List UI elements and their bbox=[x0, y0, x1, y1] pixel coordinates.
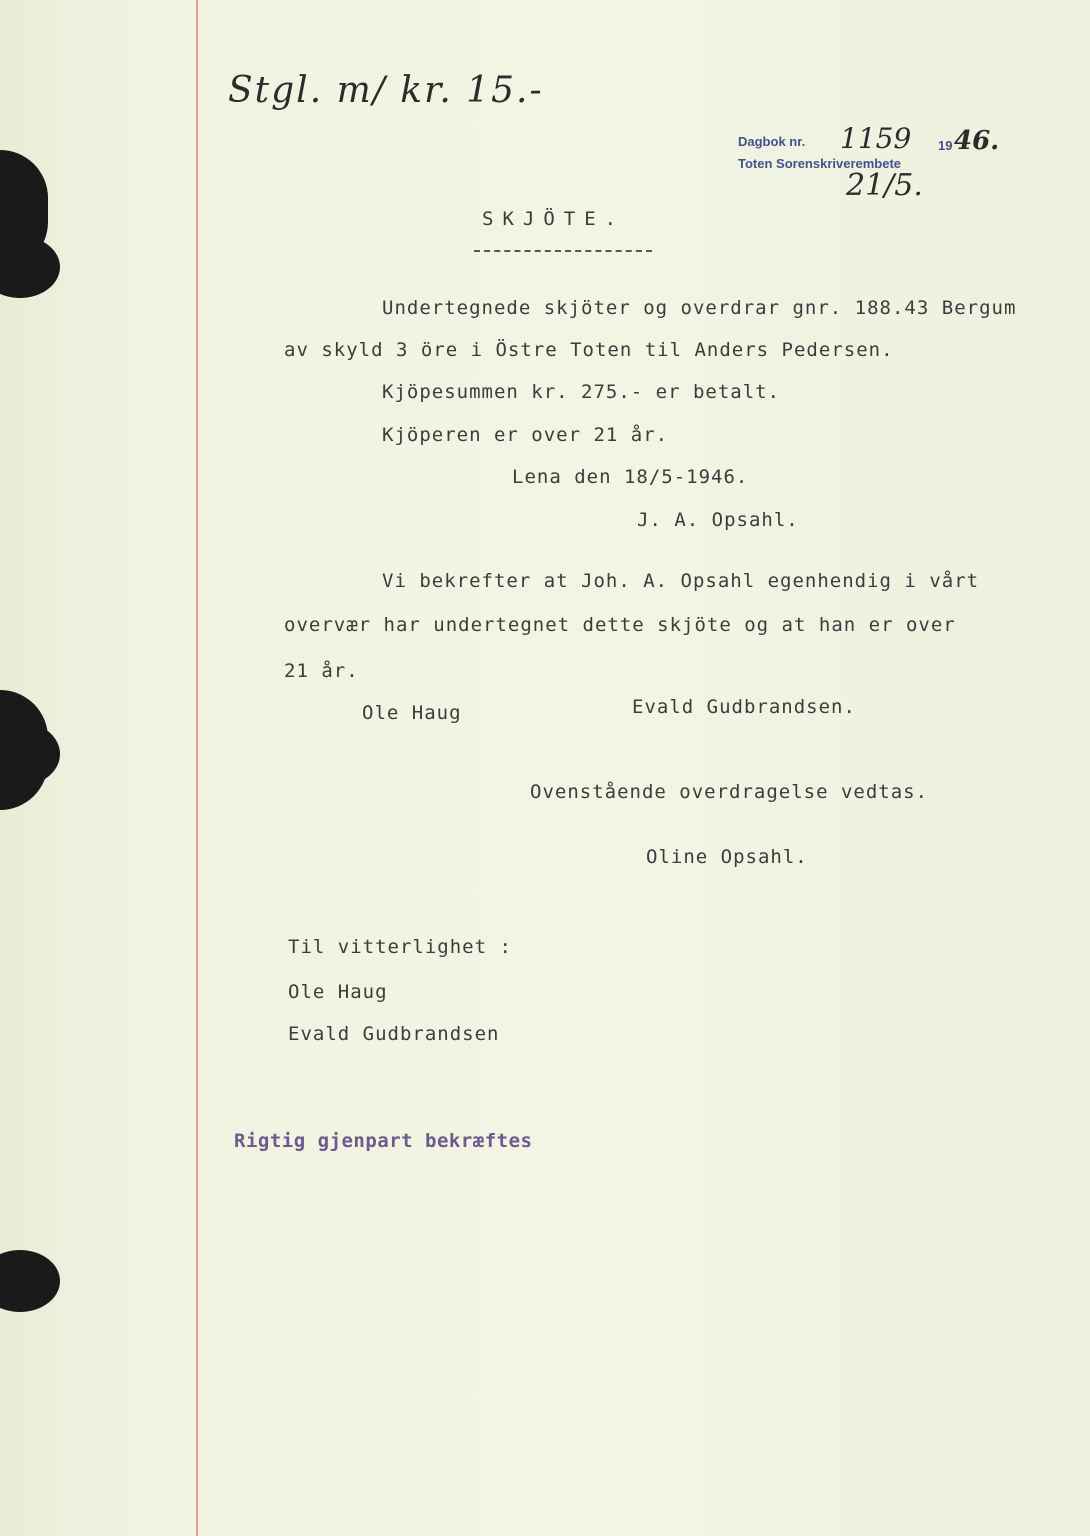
punch-hole bbox=[0, 722, 60, 786]
registration-stamp bbox=[738, 134, 805, 149]
witness-signature: Ole Haug bbox=[362, 702, 462, 724]
deed-line: Undertegnede skjöter og overdrar gnr. 188.43 Bergum bbox=[382, 297, 1017, 319]
certification-stamp: Rigtig gjenpart bekræftes bbox=[234, 1130, 533, 1152]
journal-number: 1159 bbox=[840, 122, 912, 155]
witness-statement: 21 år. bbox=[284, 660, 359, 682]
acceptance-signature: Oline Opsahl. bbox=[646, 846, 808, 868]
witness-statement: overvær har undertegnet dette skjöte og at han er over bbox=[284, 614, 956, 636]
acceptance-line: Ovenstående overdragelse vedtas. bbox=[530, 781, 929, 803]
fee-annotation: Stgl. m/ kr. 15.- bbox=[228, 70, 544, 111]
deed-line: Kjöperen er over 21 år. bbox=[382, 424, 669, 446]
title-underline bbox=[474, 250, 652, 252]
witness-statement: Vi bekrefter at Joh. A. Opsahl egenhendig i vårt bbox=[382, 570, 980, 592]
stamp-office: Toten Sorenskriverembete bbox=[738, 156, 902, 171]
attestation-heading: Til vitterlighet : bbox=[288, 936, 512, 958]
attestation-witness: Ole Haug bbox=[288, 981, 388, 1003]
document-title: SKJÖTE. bbox=[482, 208, 626, 230]
seller-signature: J. A. Opsahl. bbox=[637, 509, 799, 531]
stamp-year: 46. bbox=[954, 126, 1000, 156]
punch-hole bbox=[0, 1250, 60, 1312]
attestation-witness: Evald Gudbrandsen bbox=[288, 1023, 500, 1045]
deed-line: Kjöpesummen kr. 275.- er betalt. bbox=[382, 381, 781, 403]
margin-line bbox=[196, 0, 198, 1536]
witness-signature: Evald Gudbrandsen. bbox=[632, 696, 856, 718]
deed-line: av skyld 3 öre i Östre Toten til Anders Pedersen. bbox=[284, 339, 894, 361]
punch-hole bbox=[0, 236, 60, 298]
place-date: Lena den 18/5-1946. bbox=[512, 466, 749, 488]
stamp-date: 21/5. bbox=[846, 168, 923, 203]
stamp-year-prefix: 19 bbox=[938, 138, 953, 153]
stamp-label: Dagbok nr. bbox=[738, 134, 806, 149]
